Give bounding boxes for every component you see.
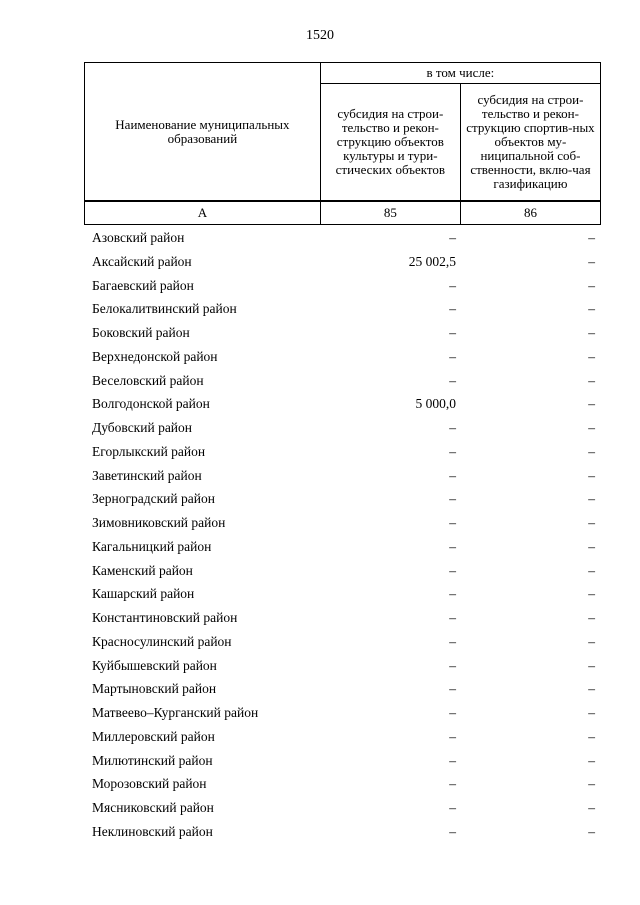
value-culture: – [449, 728, 456, 744]
column-header-culture: субсидия на строи-тельство и рекон-струкцию объектов культуры и тури-стических объектов [320, 84, 460, 202]
value-sport: – [588, 728, 595, 744]
value-sport: – [588, 752, 595, 768]
municipality-name: Азовский район [92, 230, 185, 245]
value-sport: – [588, 325, 595, 340]
value-sport: – [588, 657, 595, 673]
value-sport: – [588, 443, 595, 459]
table-body [84, 229, 601, 847]
value-culture: 5 000,0 [415, 396, 456, 412]
municipality-name: Кагальницкий район [92, 538, 212, 554]
value-sport: – [588, 681, 595, 697]
municipality-name: Неклиновский район [92, 823, 213, 839]
value-sport: – [588, 467, 595, 483]
value-sport: – [588, 562, 595, 578]
value-culture: – [449, 800, 456, 815]
value-sport: – [588, 776, 595, 792]
table-row [84, 324, 601, 348]
table-row [84, 680, 601, 704]
municipality-name: Кашарский район [92, 586, 195, 602]
page-number: 1520 [306, 28, 334, 43]
table-row [84, 253, 601, 277]
table-header [84, 62, 601, 225]
value-sport: – [588, 230, 595, 245]
value-culture: – [449, 776, 456, 792]
municipality-name: Заветинский район [92, 467, 202, 483]
column-group-header: в том числе: [320, 63, 600, 84]
value-culture: – [449, 277, 456, 293]
value-culture: – [449, 372, 456, 388]
value-culture: – [449, 705, 456, 720]
value-culture: – [449, 467, 456, 483]
value-sport: – [588, 396, 595, 412]
value-culture: – [449, 823, 456, 839]
value-culture: – [449, 562, 456, 578]
value-culture: – [449, 610, 456, 625]
value-culture: – [449, 420, 456, 435]
value-sport: – [588, 420, 595, 435]
value-sport: – [588, 823, 595, 839]
value-culture: – [449, 348, 456, 364]
table-row [84, 585, 601, 609]
table-row [84, 728, 601, 752]
column-header-sport: субсидия на строи-тельство и рекон-струкцию спортив-ных объектов му-ниципальной соб-ственности, вклю-чая газификацию [460, 84, 600, 202]
municipality-name: Аксайский район [92, 253, 192, 269]
municipality-name: Мясниковский район [92, 800, 214, 815]
value-sport: – [588, 610, 595, 625]
value-sport: – [588, 491, 595, 507]
table-row [84, 348, 601, 372]
table-row [84, 229, 601, 253]
municipality-name: Милютинский район [92, 752, 213, 768]
table-row [84, 490, 601, 514]
value-sport: – [588, 586, 595, 602]
column-index-name: А [85, 201, 321, 225]
value-sport: – [588, 515, 595, 530]
municipality-name: Дубовский район [92, 420, 193, 435]
municipality-name: Багаевский район [92, 277, 194, 293]
municipality-name: Каменский район [92, 562, 193, 578]
municipality-name: Верхнедонской район [92, 348, 218, 364]
value-culture: – [449, 325, 456, 340]
table-row [84, 395, 601, 419]
value-culture: – [449, 681, 456, 697]
column-index-85: 85 [320, 201, 460, 225]
municipality-name: Белокалитвинский район [92, 301, 237, 317]
value-sport: – [588, 348, 595, 364]
table-row [84, 467, 601, 491]
municipality-name: Веселовский район [92, 372, 204, 388]
value-sport: – [588, 705, 595, 720]
value-culture: – [449, 538, 456, 554]
municipality-name: Матвеево–Курганский район [92, 705, 259, 720]
value-sport: – [588, 538, 595, 554]
municipality-name: Волгодонской район [92, 396, 210, 412]
value-culture: – [449, 301, 456, 317]
municipality-name: Зерноградский район [92, 491, 215, 507]
value-culture: – [449, 633, 456, 649]
value-culture: – [449, 491, 456, 507]
value-culture: – [449, 657, 456, 673]
value-sport: – [588, 301, 595, 317]
value-sport: – [588, 800, 595, 815]
table-row [84, 775, 601, 799]
municipality-name: Боковский район [92, 325, 190, 340]
table-row [84, 277, 601, 301]
municipality-name: Мартыновский район [92, 681, 217, 697]
table-row [84, 300, 601, 324]
municipality-name: Егорлыкский район [92, 443, 206, 459]
column-index-86: 86 [460, 201, 600, 225]
table-row [84, 372, 601, 396]
table-row [84, 657, 601, 681]
municipality-name: Куйбышевский район [92, 657, 217, 673]
municipality-name: Константиновский район [92, 610, 238, 625]
value-sport: – [588, 277, 595, 293]
value-culture: – [449, 515, 456, 530]
table-row [84, 538, 601, 562]
table-row [84, 562, 601, 586]
value-culture: – [449, 752, 456, 768]
municipality-name: Миллеровский район [92, 728, 215, 744]
table-row [84, 633, 601, 657]
municipality-name: Красносулинский район [92, 633, 232, 649]
value-sport: – [588, 633, 595, 649]
value-sport: – [588, 253, 595, 269]
value-culture: 25 002,5 [408, 253, 456, 269]
table-row [84, 823, 601, 847]
value-sport: – [588, 372, 595, 388]
value-culture: – [449, 586, 456, 602]
table-row [84, 752, 601, 776]
table-row [84, 514, 601, 538]
value-culture: – [449, 443, 456, 459]
table-row [84, 419, 601, 443]
table-row [84, 443, 601, 467]
municipality-name: Зимовниковский район [92, 515, 226, 530]
table-row [84, 609, 601, 633]
value-culture: – [449, 230, 456, 245]
table-row [84, 799, 601, 823]
municipality-name: Морозовский район [92, 776, 207, 792]
column-header-name: Наименование муниципальных образований [85, 63, 321, 202]
table-row [84, 704, 601, 728]
